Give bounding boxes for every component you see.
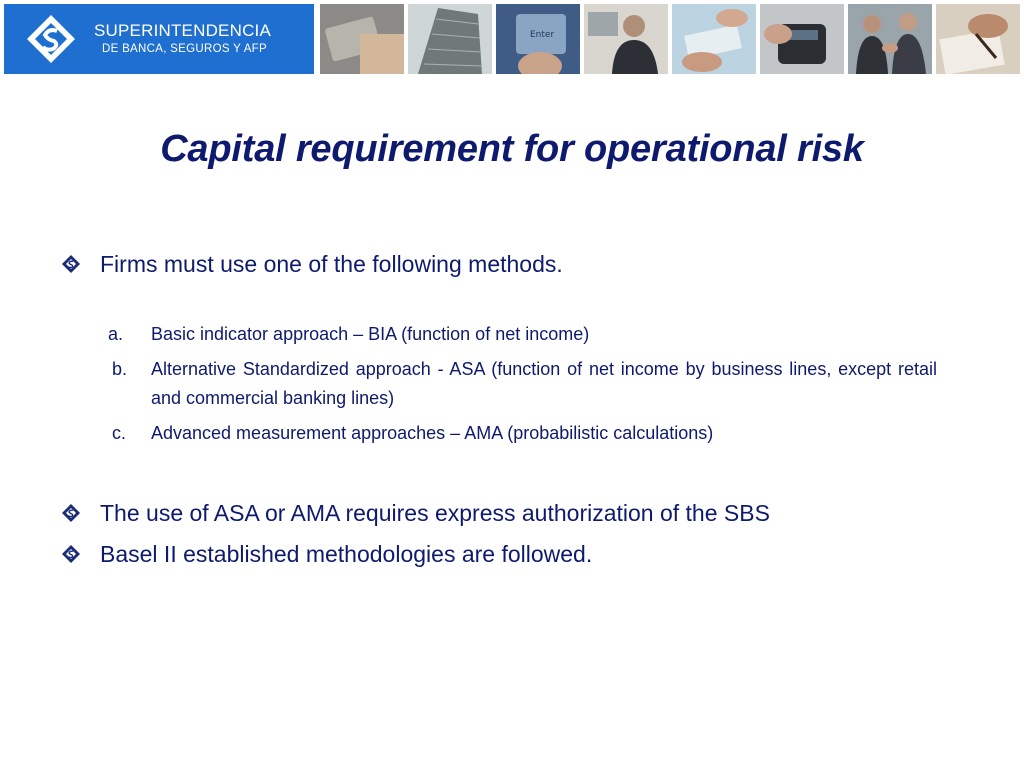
- bullet-item: [62, 541, 942, 571]
- logo-title: SUPERINTENDENCIA: [94, 21, 272, 40]
- method-letter: a.: [108, 324, 124, 344]
- bullet-item: [62, 500, 942, 530]
- sbs-logo: [4, 4, 314, 74]
- bullet-item: [62, 251, 942, 281]
- photo-card-terminal: [760, 4, 844, 74]
- bullet-text: The use of ASA or AMA requires express authorization of the SBS: [100, 500, 770, 526]
- method-letter: b.: [112, 359, 128, 379]
- photo-handshake: [848, 4, 932, 74]
- method-text: Alternative Standardized approach - ASA (function of net income by business lines, except retail and commercial banking lines): [151, 359, 937, 408]
- photo-businessman: [584, 4, 668, 74]
- logo-subtitle: DE BANCA, SEGUROS Y AFP: [102, 43, 267, 55]
- photo-keyboard-enter: [496, 4, 580, 74]
- method-text: Basic indicator approach – BIA (function of net income): [151, 324, 590, 344]
- photo-money-hands: [672, 4, 756, 74]
- method-item: [108, 320, 938, 350]
- diamond-bullet-icon: [62, 255, 80, 273]
- sbs-diamond-icon: [26, 14, 76, 64]
- bullet-text: Basel II established methodologies are followed.: [100, 541, 593, 567]
- header-banner: [0, 0, 1024, 78]
- method-item: [108, 355, 938, 415]
- photo-signing: [936, 4, 1020, 74]
- diamond-bullet-icon: [62, 545, 80, 563]
- bullet-text: Firms must use one of the following methods.: [100, 251, 563, 277]
- method-item: [108, 419, 938, 449]
- method-text: Advanced measurement approaches – AMA (probabilistic calculations): [151, 423, 714, 443]
- diamond-bullet-icon: [62, 504, 80, 522]
- svg-text:Enter: Enter: [530, 30, 555, 40]
- photo-credit-card: [320, 4, 404, 74]
- method-letter: c.: [112, 423, 127, 443]
- photo-building: [408, 4, 492, 74]
- slide-title: Capital requirement for operational risk: [160, 128, 864, 170]
